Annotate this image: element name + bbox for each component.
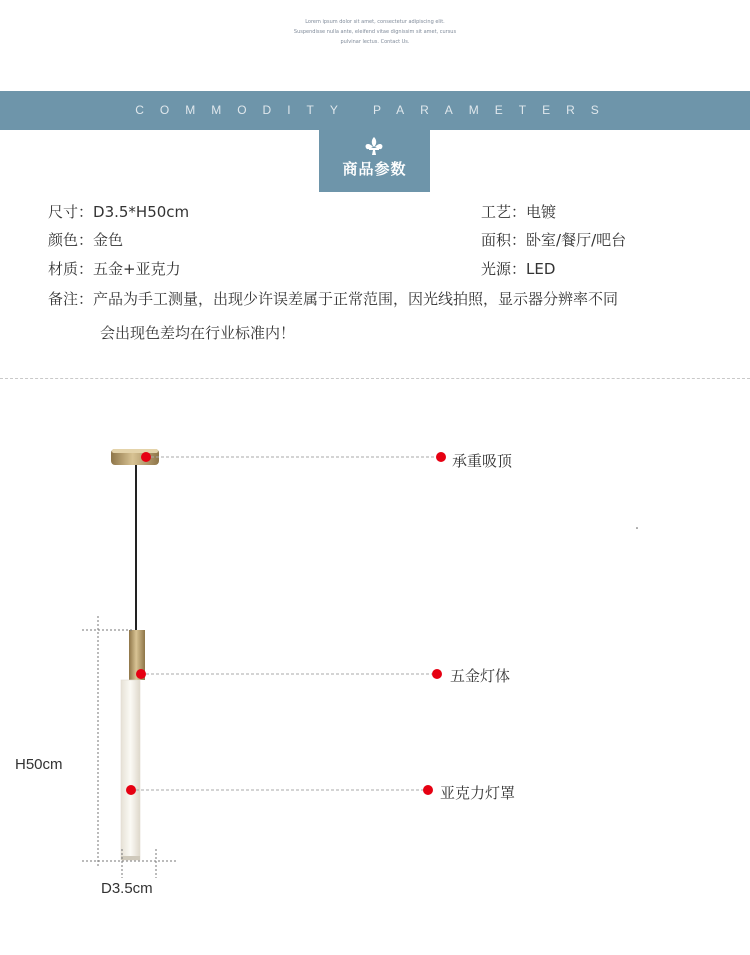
marker-canopy-start bbox=[141, 452, 151, 462]
spec-size-label: 尺寸： bbox=[48, 203, 94, 221]
spec-material-value: 五金+亚克力 bbox=[93, 260, 181, 278]
spec-color-value: 金色 bbox=[93, 231, 124, 249]
lorem-line-2: Suspendisse nulla ante, eleifend vitae dignissim sit amet, cursus bbox=[293, 29, 457, 35]
lorem-line-1: Lorem ipsum dolor sit amet, consectetur adipiscing elit. bbox=[305, 19, 445, 25]
spec-material-label: 材质： bbox=[48, 260, 94, 278]
height-label: H50cm bbox=[15, 756, 63, 773]
marker-shade-start bbox=[126, 785, 136, 795]
callout-shade: 亚克力灯罩 bbox=[440, 784, 516, 802]
spec-process-label: 工艺： bbox=[481, 203, 527, 221]
lorem-line-3: pulvinar lectus. Contact Us. bbox=[340, 39, 410, 45]
marker-shade-end bbox=[423, 785, 433, 795]
spec-note-label: 备注： bbox=[48, 290, 94, 308]
spec-light-value: LED bbox=[526, 260, 556, 278]
callout-body: 五金灯体 bbox=[450, 667, 511, 685]
spec-note-line-1: 产品为手工测量，出现少许误差属于正常范围，因光线拍照，显示器分辨率不同 bbox=[93, 290, 619, 308]
spec-light-label: 光源： bbox=[481, 260, 527, 278]
marker-canopy-end bbox=[436, 452, 446, 462]
diameter-label: D3.5cm bbox=[101, 880, 153, 897]
spec-note-line-2: 会出现色差均在行业标准内！ bbox=[100, 324, 296, 342]
spec-process-value: 电镀 bbox=[526, 203, 557, 221]
spec-color-label: 颜色： bbox=[48, 231, 94, 249]
marker-body-end bbox=[432, 669, 442, 679]
stray-dot bbox=[636, 527, 638, 529]
spec-size-value: D3.5*H50cm bbox=[93, 203, 190, 221]
shade-end bbox=[121, 856, 140, 860]
band-title: COMMODITY PARAMETERS bbox=[135, 103, 615, 117]
marker-body-start bbox=[136, 669, 146, 679]
spec-area-value: 卧室/餐厅/吧台 bbox=[526, 231, 627, 249]
callout-canopy: 承重吸顶 bbox=[452, 452, 513, 470]
spec-area-label: 面积： bbox=[481, 231, 527, 249]
acrylic-shade bbox=[121, 680, 140, 860]
badge-title: 商品参数 bbox=[342, 160, 407, 178]
